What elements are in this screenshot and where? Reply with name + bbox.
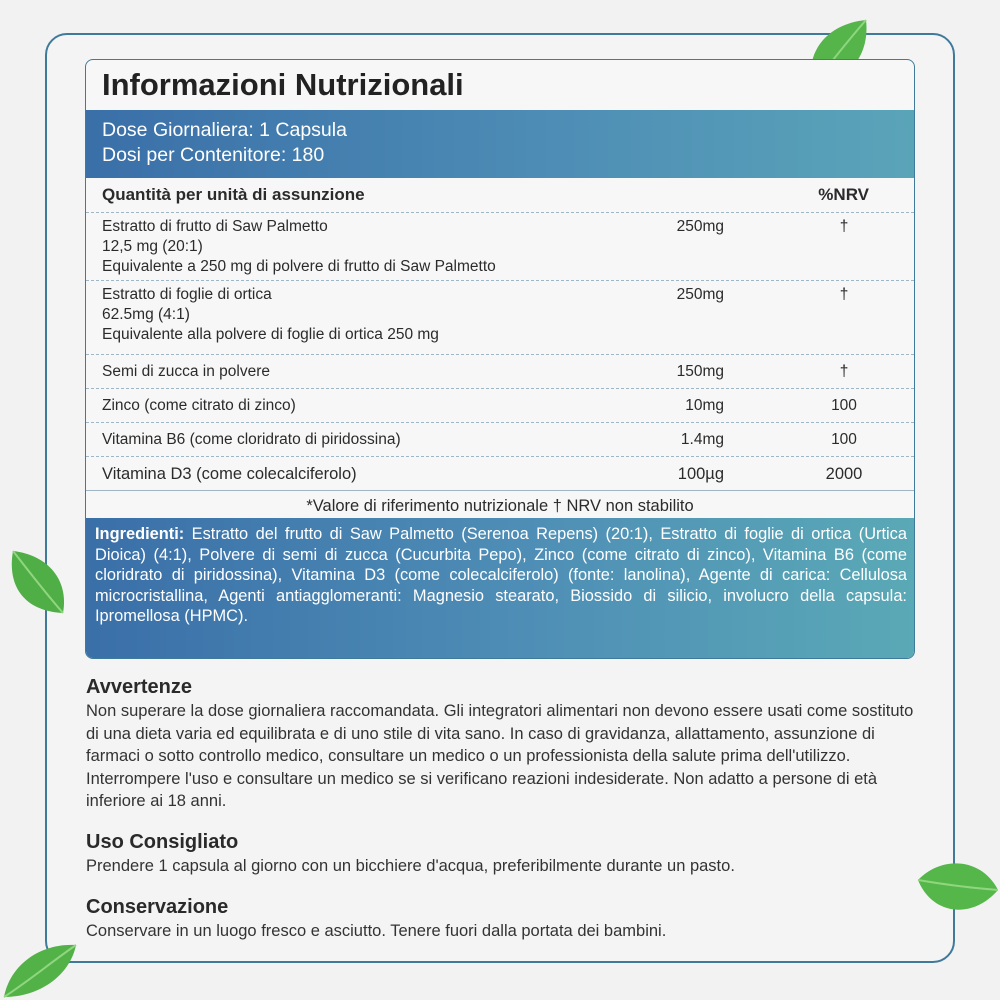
row-name-line: 12,5 mg (20:1) — [102, 238, 203, 255]
table-row — [86, 355, 914, 389]
panel-title: Informazioni Nutrizionali — [102, 67, 464, 102]
row-amount: 250mg — [676, 218, 724, 235]
warnings-section — [86, 674, 926, 813]
storage-title: Conservazione — [86, 896, 229, 918]
row-nrv: 100 — [831, 397, 857, 414]
row-name-line: Estratto di foglie di ortica — [102, 286, 272, 303]
storage-section — [86, 894, 926, 943]
table-row — [86, 389, 914, 423]
usage-title: Uso Consigliato — [86, 831, 239, 853]
row-nrv: † — [839, 218, 849, 235]
table-row — [86, 457, 914, 491]
row-name: Zinco (come citrato di zinco) — [102, 397, 296, 414]
leaf-icon — [3, 545, 73, 620]
row-name-line: Equivalente a 250 mg di polvere di frutto di Saw Palmetto — [102, 258, 496, 275]
leaf-icon — [0, 935, 80, 1000]
header-nrv: %NRV — [818, 185, 869, 204]
row-nrv: 100 — [831, 431, 857, 448]
nrv-footnote: *Valore di riferimento nutrizionale † NRV non stabilito — [86, 491, 914, 522]
ingredients-box — [86, 518, 914, 658]
doses-per-container: Dosi per Contenitore: 180 — [102, 144, 325, 166]
usage-section — [86, 829, 926, 878]
header-quantity: Quantità per unità di assunzione — [102, 185, 365, 204]
storage-text: Conservare in un luogo fresco e asciutto. Tenere fuori dalla portata dei bambini. — [86, 922, 667, 940]
warnings-text: Non superare la dose giornaliera raccomandata. Gli integratori alimentari non devono essere usati come sostituto di una dieta varia ed equilibrata e di uno stile di vita sano. In caso di gravidanza, allattamento, assunzione di farmaci o sotto controllo medico, consultare un medico o un professionista della salute prima dell'utilizzo. Interrompere l'uso e consultare un medico se si verificano reazioni indesiderate. Non adatto a persone di età inferiore ai 18 anni. — [86, 702, 914, 810]
row-amount: 150mg — [676, 363, 724, 380]
nutrition-panel — [85, 59, 915, 659]
row-name: Vitamina B6 (come cloridrato di piridossina) — [102, 431, 401, 448]
table-header — [86, 178, 914, 213]
row-amount: 1.4mg — [680, 431, 724, 448]
row-name: Vitamina D3 (come colecalciferolo) — [102, 465, 357, 483]
table-row — [86, 423, 914, 457]
ingredients-text: Estratto del frutto di Saw Palmetto (Serenoa Repens) (20:1), Estratto di foglie di ortica (Urtica Dioica) (4:1), Polvere di semi di zucca (Cucurbita Pepo), Zinco (come citrato di zinco), Vitamina B6 (come cloridrato di piridossina), Vitamina D3 (come colecalciferolo) (fonte: lanolina), Agente di carica: Cellulosa microcristallina, Agenti antiagglomeranti: Magnesio stearato, Biossido di silicio, involucro della capsula: Ipromellosa (HPMC). — [95, 525, 907, 625]
row-amount: 100µg — [677, 465, 724, 483]
usage-text: Prendere 1 capsula al giorno con un bicchiere d'acqua, preferibilmente durante un pasto. — [86, 857, 735, 875]
daily-dose: Dose Giornaliera: 1 Capsula — [102, 119, 347, 141]
row-amount: 250mg — [676, 286, 724, 303]
row-nrv: † — [839, 286, 849, 303]
row-amount: 10mg — [685, 397, 724, 414]
warnings-title: Avvertenze — [86, 676, 192, 698]
row-name-line: Estratto di frutto di Saw Palmetto — [102, 218, 328, 235]
row-name-line: Equivalente alla polvere di foglie di ortica 250 mg — [102, 326, 439, 343]
row-nrv: 2000 — [825, 465, 863, 483]
row-name: Semi di zucca in polvere — [102, 363, 270, 380]
table-row — [86, 213, 914, 281]
dose-band — [86, 110, 914, 178]
ingredients-label: Ingredienti: — [95, 525, 185, 543]
row-name-line: 62.5mg (4:1) — [102, 306, 190, 323]
table-row — [86, 281, 914, 355]
row-nrv: † — [839, 363, 849, 380]
